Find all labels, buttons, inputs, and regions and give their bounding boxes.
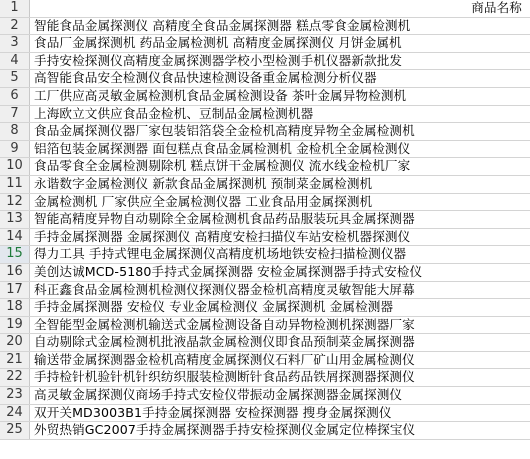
table-row[interactable] (0, 405, 530, 423)
row-number[interactable]: 5 (0, 70, 30, 87)
row-number[interactable]: 1 (0, 0, 30, 17)
table-row[interactable] (0, 35, 530, 53)
table-row[interactable] (0, 317, 530, 335)
product-name-cell[interactable]: 高智能食品安全检测仪食品快速检测设备重金属检测分析仪器 (34, 70, 377, 86)
row-number[interactable]: 20 (0, 334, 30, 351)
product-name-cell[interactable]: 手持金属探测器 金属探测仪 高精度安检扫描仪车站安检机器探测仪 (34, 228, 411, 244)
product-name-cell[interactable]: 永谐数字金属检测仪 新款食品金属探测机 预制菜金属检测机 (34, 175, 373, 191)
table-row[interactable] (0, 369, 530, 387)
row-number[interactable]: 13 (0, 211, 30, 228)
product-name-cell[interactable]: 食品零食全金属检测剔除机 糕点饼干金属检测仪 流水线金检机厂家 (34, 158, 411, 174)
column-header-cell[interactable]: 商品名称 (471, 0, 522, 15)
row-number[interactable]: 24 (0, 405, 30, 422)
row-number[interactable]: 12 (0, 194, 30, 211)
row-number[interactable]: 10 (0, 158, 30, 175)
product-name-cell[interactable]: 全智能型金属检测机输送式金属检测设备自动异物检测机探测器厂家 (34, 316, 415, 332)
table-row[interactable] (0, 299, 530, 317)
product-name-cell[interactable]: 外贸热销GC2007手持金属探测器手持安检探测仪金属定位棒探宝仪 (34, 422, 416, 438)
row-number[interactable]: 9 (0, 141, 30, 158)
product-name-cell[interactable]: 工厂供应高灵敏金属检测机食品金属检测设备 茶叶金属异物检测机 (34, 87, 407, 103)
product-name-cell[interactable]: 上海欧立文供应食品金检机、豆制品金属检测机器 (34, 105, 314, 121)
row-number[interactable]: 14 (0, 229, 30, 246)
table-row[interactable] (0, 88, 530, 106)
row-number[interactable]: 7 (0, 106, 30, 123)
row-number[interactable]: 16 (0, 264, 30, 281)
product-name-cell[interactable]: 手持检针机验针机针织纺织服装检测断针食品药品铁屑探测器探测仪 (34, 369, 415, 385)
product-name-cell[interactable]: 手持安检探测仪高精度金属探测器学校小型检测手机仪器新款批发 (34, 52, 403, 68)
row-number[interactable]: 19 (0, 317, 30, 334)
row-number[interactable]: 8 (0, 123, 30, 140)
product-name-cell[interactable]: 铝箔包装金属探测器 面包糕点食品金属检测机 金检机全金属检测仪 (34, 140, 411, 156)
table-row[interactable] (0, 194, 530, 212)
table-row[interactable] (0, 282, 530, 300)
table-row[interactable] (0, 246, 530, 264)
row-number[interactable]: 11 (0, 176, 30, 193)
product-name-cell[interactable]: 食品金属探测仪器厂家包装铝箔袋全金检机高精度异物全金属检测机 (34, 123, 415, 139)
row-number[interactable]: 6 (0, 88, 30, 105)
column-header-row[interactable] (0, 0, 530, 18)
product-name-cell[interactable]: 输送带金属探测器金检机高精度金属探测仪石料厂矿山用金属检测仪 (34, 351, 415, 367)
product-name-cell[interactable]: 自动剔除式金属检测机批液晶款金属检测仪即食品预制菜金属探测器 (34, 334, 415, 350)
table-row[interactable] (0, 229, 530, 247)
row-number[interactable]: 23 (0, 387, 30, 404)
product-name-cell[interactable]: 手持金属探测器 安检仪 专业金属检测仪 金属探测机 金属检测器 (34, 299, 394, 315)
table-row[interactable] (0, 176, 530, 194)
row-number[interactable]: 22 (0, 369, 30, 386)
product-name-cell[interactable]: 得力工具 手持式锂电金属探测仪高精度机场地铁安检扫描检测仪器 (34, 246, 407, 262)
product-name-cell[interactable]: 智能食品金属探测仪 高精度全食品金属探测器 糕点零食金属检测机 (34, 17, 411, 33)
row-number[interactable]: 3 (0, 35, 30, 52)
product-name-cell[interactable]: 科正鑫食品金属检测机检测仪探测仪器金检机高精度灵敏智能大屏幕 (34, 281, 415, 297)
table-row[interactable] (0, 264, 530, 282)
table-row[interactable] (0, 141, 530, 159)
table-row[interactable] (0, 158, 530, 176)
table-row[interactable] (0, 123, 530, 141)
product-name-cell[interactable]: 智能高精度异物自动剔除全金属检测机食品药品服装玩具金属探测器 (34, 211, 415, 227)
table-row[interactable] (0, 387, 530, 405)
row-number[interactable]: 21 (0, 352, 30, 369)
table-row[interactable] (0, 352, 530, 370)
product-name-cell[interactable]: 高灵敏金属探测仪商场手持式安检仪带振动金属探测器金属探测仪 (34, 387, 403, 403)
row-number[interactable]: 4 (0, 53, 30, 70)
product-name-cell[interactable]: 金属检测机 厂家供应全金属检测仪器 工业食品用金属探测机 (34, 193, 373, 209)
table-row[interactable] (0, 211, 530, 229)
row-number[interactable]: 18 (0, 299, 30, 316)
row-number[interactable]: 25 (0, 422, 30, 439)
table-row[interactable] (0, 53, 530, 71)
table-row[interactable] (0, 18, 530, 36)
row-number[interactable]: 15 (0, 246, 30, 263)
table-row[interactable] (0, 422, 530, 440)
product-name-cell[interactable]: 食品厂金属探测机 药品金属检测机 高精度金属探测仪 月饼金属机 (34, 35, 402, 51)
product-name-cell[interactable]: 双开关MD3003B1手持金属探测器 安检探测器 搜身金属探测仪 (34, 404, 392, 420)
table-row[interactable] (0, 334, 530, 352)
product-name-cell[interactable]: 美创达诚MCD-5180手持式金属探测器 安检金属探测器手持式安检仪 (34, 263, 423, 279)
row-number[interactable]: 2 (0, 18, 30, 35)
row-number[interactable]: 17 (0, 282, 30, 299)
table-row[interactable] (0, 106, 530, 124)
table-row[interactable] (0, 70, 530, 88)
